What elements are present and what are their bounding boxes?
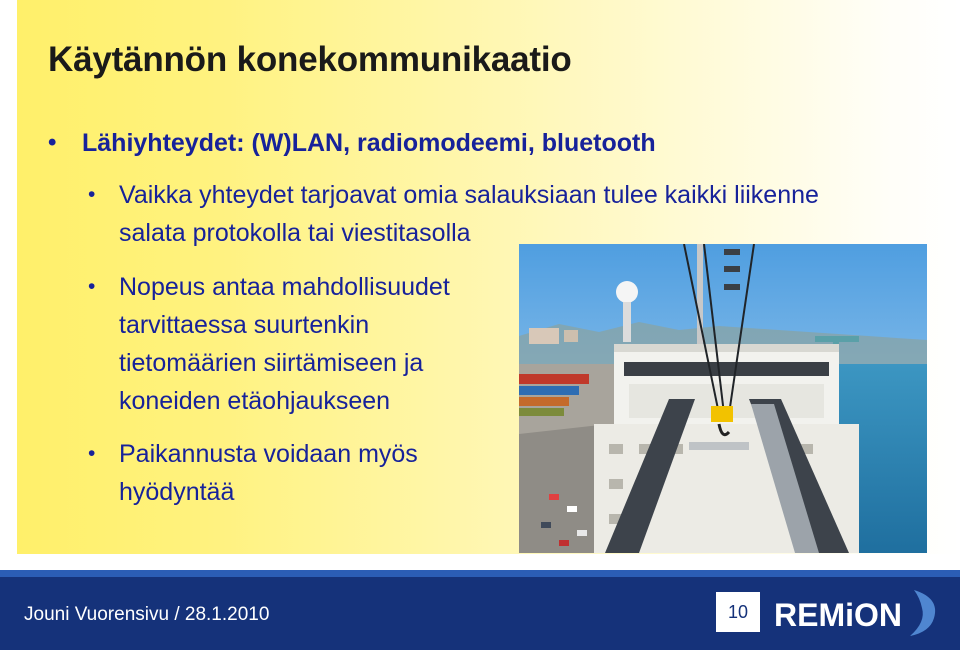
bullet-icon: • [88, 183, 96, 206]
text-line: koneiden etäohjaukseen [119, 387, 391, 415]
footer-author-date: Jouni Vuorensivu / 28.1.2010 [24, 604, 270, 625]
sub-bullet-item [88, 176, 888, 252]
footer-accent-line [0, 570, 960, 577]
text-line: tietomäärien siirtämiseen ja [119, 349, 424, 377]
sub-bullet-item [88, 435, 508, 511]
bullet-icon: • [48, 129, 57, 156]
sub-bullet-text [119, 435, 418, 511]
remion-logo [764, 584, 946, 642]
text-line: Nopeus antaa mahdollisuudet [119, 273, 450, 301]
bullet-item [48, 128, 656, 158]
text-line: Vaikka yhteydet tarjoavat omia salauksiaan tulee kaikki liikenne [119, 181, 819, 209]
logo-text: REMiON [774, 597, 902, 633]
page-number: 10 [716, 592, 760, 632]
ship-crane-photo [519, 244, 927, 553]
text-line: tarvittaessa suurtenkin [119, 311, 370, 339]
bullet-text: Lähiyhteydet: (W)LAN, radiomodeemi, bluetooth [82, 129, 656, 157]
sub-bullet-text [119, 268, 450, 420]
sub-bullet-text [119, 176, 819, 252]
sub-bullet-item [88, 268, 508, 420]
text-line: hyödyntää [119, 478, 235, 506]
bullet-icon: • [88, 442, 96, 465]
text-line: salata protokolla tai viestitasolla [119, 219, 471, 247]
bullet-icon: • [88, 275, 96, 298]
slide-title: Käytännön konekommunikaatio [48, 40, 572, 79]
text-line: Paikannusta voidaan myös [119, 440, 418, 468]
